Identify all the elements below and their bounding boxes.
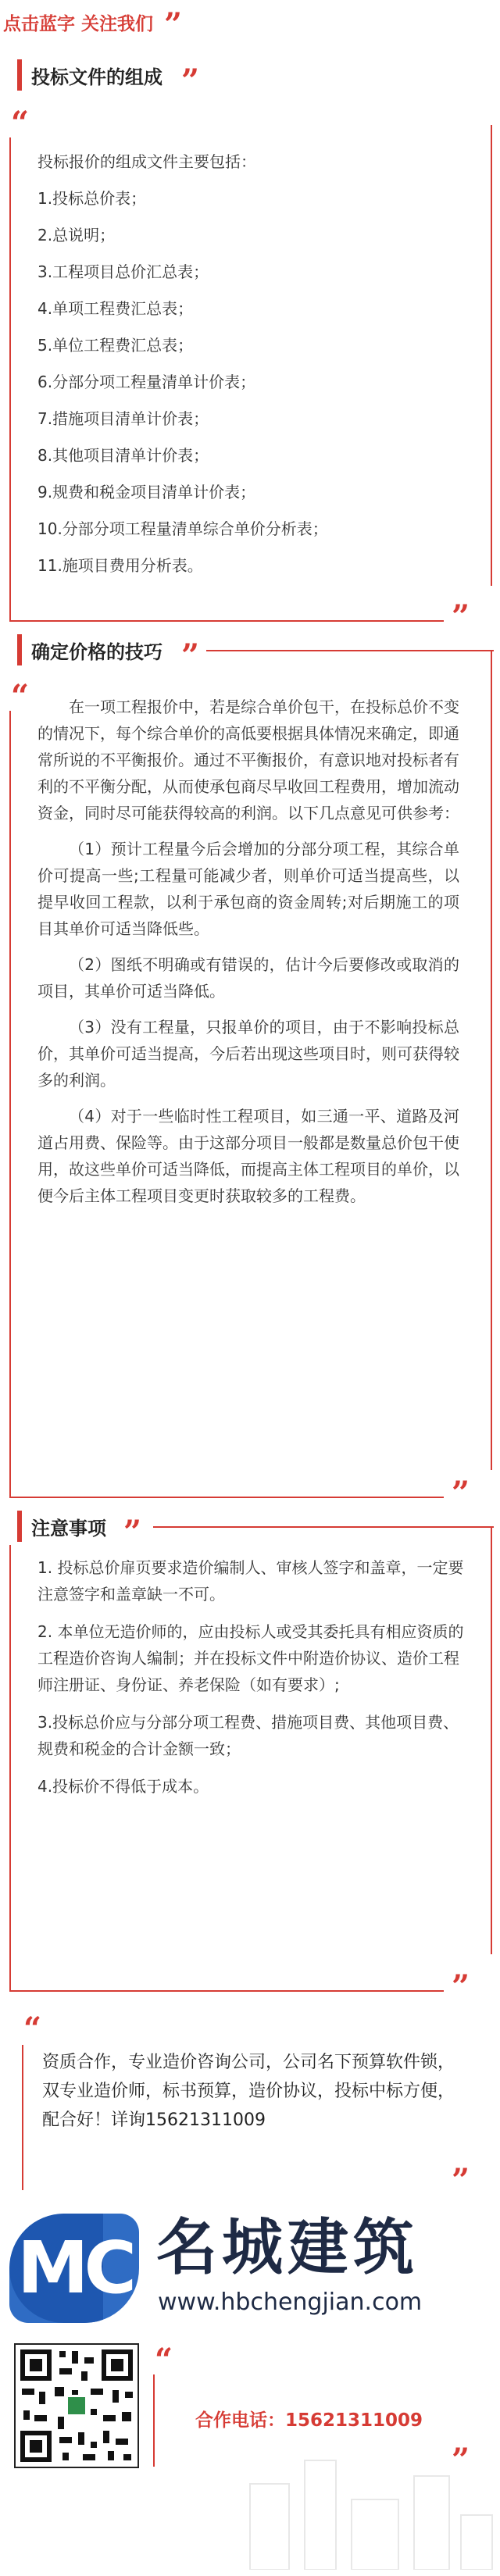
list-item: 8.其他项目清单计价表； xyxy=(38,446,209,465)
phone-label[interactable]: 合作电话：15621311009 xyxy=(195,2410,423,2431)
quote-icon: ” xyxy=(452,2162,470,2199)
brand-logo xyxy=(9,2214,139,2323)
quote-icon: ” xyxy=(452,1968,470,2005)
follow-banner[interactable] xyxy=(0,6,183,43)
list-item: 4.单项工程费汇总表； xyxy=(38,299,194,318)
quote-icon: ” xyxy=(452,598,470,635)
building-decoration xyxy=(234,2453,500,2570)
section-header-notes xyxy=(17,1507,106,1545)
note-item: 3.投标总价应与分部分项工程费、措施项目费、其他项目费、规费和税金的合计金额一致； xyxy=(38,1713,459,1758)
note-item: 2. 本单位无造价师的，应由投标人或受其委托具有相应资质的工程造价咨询人编制；并在投标文件中附造价协议、造价工程师注册证、身份证、养老保险（如有要求）; xyxy=(38,1622,464,1694)
quote-icon: ” xyxy=(452,2442,470,2478)
quote-icon: ” xyxy=(164,6,183,43)
section-title: 确定价格的技巧 xyxy=(31,640,162,663)
list-item: 7.措施项目清单计价表； xyxy=(38,409,209,428)
list-item: 5.单位工程费汇总表； xyxy=(38,336,194,355)
list-item: 1.投标总价表； xyxy=(38,189,147,208)
quote-icon: ” xyxy=(452,1475,470,1511)
paragraph: （3）没有工程量，只报单价的项目，由于不影响投标总价，其单价可适当提高，今后若出现这些项目时，则可获得较多的利润。 xyxy=(38,1018,459,1090)
list-item: 6.分部分项工程量清单计价表； xyxy=(38,373,256,391)
paragraph: 在一项工程报价中，若是综合单价包干，在投标总价不变的情况下，每个综合单价的高低要根据具体情况来确定，即通常所说的不平衡报价。通过不平衡报价，有意识地对投标者有利的不平衡分配，从而使承包商尽早收回工程费用，增加流动资金，同时尽可能获得较高的利润。以下几点意见可供参考： xyxy=(38,698,459,822)
list-item: 3.工程项目总价汇总表； xyxy=(38,262,209,281)
quote-icon: “ xyxy=(11,105,30,141)
section-title: 注意事项 xyxy=(31,1517,106,1540)
quote-icon: “ xyxy=(11,678,30,715)
paragraph: （1）预计工程量今后会增加的分部分项工程，其综合单价可提高一些;工程量可能减少者，则单价可适当提高些，以提早收回工程款，以利于承包商的资金周转;对后期施工的项目其单价可适当降低些。 xyxy=(38,840,459,938)
section-header-pricing xyxy=(17,631,162,669)
list-item: 2.总说明； xyxy=(38,226,116,244)
pricing-tips xyxy=(38,694,459,1218)
quote-icon: “ xyxy=(155,2342,173,2378)
quote-icon: ” xyxy=(181,62,200,99)
note-item: 1. 投标总价扉页要求造价编制人、审核人签字和盖章，一定要注意签字和盖章缺一不可。 xyxy=(38,1558,464,1604)
section-title: 投标文件的组成 xyxy=(31,66,162,88)
notes-list xyxy=(38,1554,466,1811)
section-header-composition xyxy=(17,56,162,94)
list-intro: 投标报价的组成文件主要包括： xyxy=(38,152,256,171)
composition-list xyxy=(38,144,328,584)
quote-icon: ” xyxy=(181,637,200,674)
note-item: 4.投标价不得低于成本。 xyxy=(38,1777,209,1796)
brand-block xyxy=(9,2209,494,2326)
qr-code-icon[interactable] xyxy=(14,2343,139,2468)
brand-logo-letters: MC xyxy=(17,2226,133,2310)
brand-name: 名城建筑 xyxy=(156,2213,420,2283)
contact-text: 资质合作，专业造价咨询公司，公司名下预算软件锁，双专业造价师，标书预算，造价协议，投标中标方便，配合好！详询15621311009 xyxy=(42,2053,455,2130)
quote-icon: ” xyxy=(123,1514,142,1550)
list-item: 11.施项目费用分析表。 xyxy=(38,556,203,575)
paragraph: （4）对于一些临时性工程项目，如三通一平、道路及河道占用费、保险等。由于这部分项目一般都是数量总价包干使用，故这些单价可适当降低，而提高主体工程项目的单价，以便今后主体工程项目变更时获取较多的工程费。 xyxy=(38,1107,459,1205)
paragraph: （2）图纸不明确或有错误的，估计今后要修改或取消的项目，其单价可适当降低。 xyxy=(38,955,459,1001)
list-item: 10.分部分项工程量清单综合单价分析表； xyxy=(38,519,328,538)
list-item: 9.规费和税金项目清单计价表； xyxy=(38,483,256,501)
quote-icon: “ xyxy=(23,2010,42,2047)
follow-text: 点击蓝字 关注我们 xyxy=(3,13,154,34)
brand-url[interactable]: www.hbchengjian.com xyxy=(158,2289,423,2316)
